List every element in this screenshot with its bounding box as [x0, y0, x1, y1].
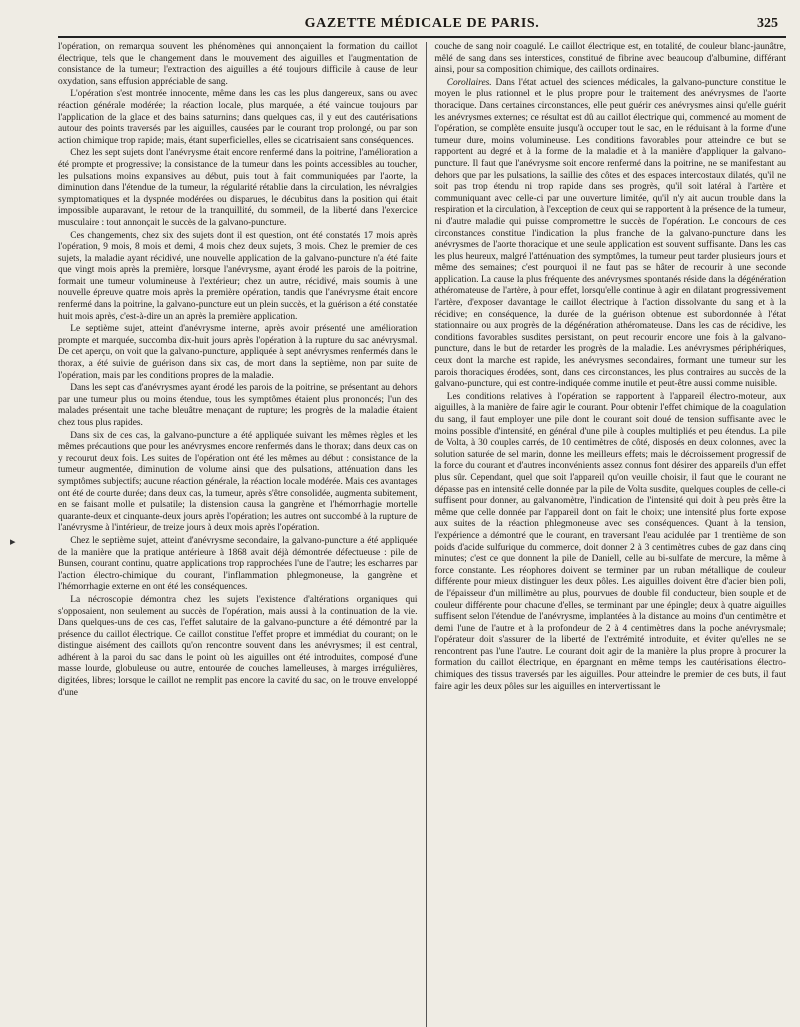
page-number: 325: [757, 16, 778, 31]
paragraph: Dans six de ces cas, la galvano-puncture a été appliquée suivant les mêmes règles et les mêmes précautions que pour les anévrysmes encore renfermés dans le thorax; dans deux cas on y recourut deux fois. Les suites de l'opération ont été les mêmes au début : consistance de la tumeur augmentée, diminution de volume ainsi que des pulsations, atténuation dans les symptômes subjectifs; aucune réaction générale, la réaction locale modérée. Mais ces avantages ont été de courte durée; dans deux cas, la tumeur, après s'être consolidée, augmenta subitement, en se faisant molle et pulsatile; la distension causa la gangrène et l'hémorrhagie mortelle quarante-deux et cinquante-deux jours après l'opération; les autres ont succombé à la rupture de l'anévrysme à l'intérieur, de treize jours à deux mois après l'opération.: [58, 430, 418, 534]
margin-mark: ▸: [10, 536, 16, 548]
paragraph: Les conditions relatives à l'opération se rapportent à l'appareil électro-moteur, aux aiguilles, à la manière de faire agir le courant. Pour obtenir l'effet chimique de la coagulation du sang, il faut employer une pile dont le courant soit doué de tension suffisante avec le moins possible d'intensité, en général d'une pile à couples multipliés et peu étendus. La pile de Volta, à 30 couples carrés, de 10 centimètres de côté, disposés en deux colonnes, avec la solution saturée de sel marin, donne les meilleurs effets; mais le décroissement progressif de la force du courant et d'autres inconvénients assez connus font désirer des appareils d'un effet plus sûr. Cependant, quel que soit l'appareil qu'on veuille choisir, il faut que le courant ne dépasse pas en intensité celle donnée par la pile de Volta susdite, quelques couples de celle-ci suffisent pour donner, au galvanomètre, l'indication de l'intensité qui doit à peu près être la même que celle donnée par l'appareil dont on fait le choix; une intensité plus forte expose aux suites de la réaction phlegmoneuse avec ses conséquences. Quant à la tension, l'expérience a démontré que le courant, en traversant l'eau acidulée par 1 trentième de son poids d'acide sulfurique du commerce, doit donner 2 à 3 centimètres cubes de gaz dans cinq minutes; c'est ce que donnent la pile de Daniell, celle au bi-sulfate de mercure, la même à force constante. Les réophores doivent se terminer par un ruban métallique de couleur différente pour mieux distinguer les deux pôles. Les aiguilles doivent être d'acier bien poli, de l'épaisseur d'un millimètre au plus, pourvues de double fil conducteur, bien souple et de couleur différente pour chacune d'elles, se terminant par une épingle; deux à quatre aiguilles suffisent selon l'étendue de l'anévrysme, implantées à la distance au moins d'un centimètre et demi l'une de l'autre et à la profondeur de 2 à 4 centimètres dans la poche anévrysmale; l'opérateur doit s'assurer de la liberté de l'extrémité introduite, et éviter qu'elles ne se rencontrent pas l'une l'autre. Le courant doit agir de la manière la plus propre à procurer la formation du caillot électrique, en épargnant en même temps les cautérisations électro-chimiques des tissus traversés par les aiguilles. Pour atteindre le premier de ces buts, il faut faire agir les deux pôles sur les aiguilles en intervertissant le: [434, 391, 786, 692]
right-column: [426, 42, 787, 1027]
paragraph: Ces changements, chez six des sujets dont il est question, ont été constatés 17 mois après l'opération, 9 mois, 8 mois et demi, 4 mois chez deux sujets, 3 mois. Chez le premier de ces sujets, la maladie ayant récidivé, une nouvelle application de la galvano-puncture n'a été faite que vingt mois après la première, lorsque l'anévrysme, ayant érodé les parois de la poitrine, formait une tumeur volumineuse à l'extérieur; chez un autre, récidivé, mais soumis à une nouvelle épreuve quatre mois après la première opération, tandis que l'anévrysme était encore renfermé dans la poitrine, la galvano-puncture eut un plein succès, et la guérison a été constatée huit mois après, c'est-à-dire un an après la première application.: [58, 230, 418, 322]
paragraph: Dans les sept cas d'anévrysmes ayant érodé les parois de la poitrine, se présentant au dehors par une tumeur plus ou moins étendue, tous les symptômes étaient plus prononcés; l'un des malades présentait une tache bleuâtre menaçant de rupture; les progrès de la maladie étaient chez tous plus rapides.: [58, 383, 418, 428]
article-columns: [58, 42, 786, 1027]
section-lead: Corollaires.: [446, 77, 492, 88]
paragraph: Le septième sujet, atteint d'anévrysme interne, après avoir présenté une amélioration prompte et marquée, succomba dix-huit jours après l'opération à la rupture du sac anévrysmal. De cet aperçu, on voit que la galvano-puncture, appliquée à sept anévrysmes renfermés dans le thorax, a été suivie de guérison dans six cas, de mort dans la septième, non par suite de l'opération, mais par les conditions propres de la maladie.: [58, 324, 418, 381]
paragraph: l'opération, on remarqua souvent les phénomènes qui annonçaient la formation du caillot électrique, tels que le changement dans le mouvement des aiguilles et l'augmentation de consistance de la tumeur; l'extraction des aiguilles a été toujours difficile à cause de leur oxydation, sans effusion appréciable de sang.: [58, 42, 418, 87]
paragraph: Chez les sept sujets dont l'anévrysme était encore renfermé dans la poitrine, l'amélioration a été prompte et progressive; la consistance de la tumeur dans les points accessibles au toucher, les pulsations moins expansives au début, puis tout à fait communiquées par l'aorte, la diminution dans l'étendue de la tumeur, la régularité rétablie dans la circulation, les névralgies symptomatiques et la dyspnée modérées ou disparues, le décubitus dans la position qui était impossible auparavant, le retour de la tranquillité, du sommeil, de la liberté dans l'exercice musculaire : tout annonçait le succès de la galvano-puncture.: [58, 148, 418, 228]
left-column: [58, 42, 418, 1027]
paragraph: couche de sang noir coagulé. Le caillot électrique est, en totalité, de couleur blanc-jaunâtre, mêlé de sang dans ses interstices, constitué de fibrine avec beaucoup d'albumine, différant ainsi, pour sa composition chimique, des caillots ordinaires.: [434, 42, 786, 76]
journal-title: GAZETTE MÉDICALE DE PARIS.: [304, 16, 540, 31]
paragraph: La nécroscopie démontra chez les sujets l'existence d'altérations organiques qui s'opposaient, non seulement au succès de l'opération, mais aussi à la continuation de la vie. Dans quelques-uns de ces cas, l'effet salutaire de la galvano-puncture a été démontré par la présence du caillot électrique. Ce caillot constitue l'effet propre et immédiat du courant; on le distingue aisément des caillots qu'on rencontre souvent dans les anévrysmes; il est central, adhérent à la paroi du sac dans le point où les aiguilles ont été introduites, composé d'une masse lourde, globuleuse ou autre, entourée de couches lamelleuses, à marges irrégulières, digitées, libres; lorsque le caillot ne remplit pas encore la cavité du sac, on le trouve enveloppé d'une: [58, 594, 418, 698]
paragraph-text: Dans l'état actuel des sciences médicales, la galvano-puncture constitue le moyen le plus rationnel et le plus propre pour le traitement des anévrysmes de l'aorte thoracique. Dans certaines circonstances, elle peut guérir ces anévrysmes ainsi qu'elle guérit les anévrysmes externes; ce résultat est dû au caillot électrique qui, commencé au moment de l'opération, se complète ensuite jusqu'à occuper tout le sac, en le réduisant à la forme d'une tumeur dure, moins volumineuse. Les conditions favorables pour atteindre ce but se rapportent au degré et à la forme de la maladie et à la manière d'appliquer la galvano-puncture. Il faut que l'anévrysme soit encore renfermé dans la poitrine, ne se manifestant au dehors que par les pulsations, la saillie des côtes et des espaces intercostaux dilatés, qu'il ne soit pas trop étendu ni trop rapide dans ses progrès, qu'il soit latéral à l'artère et communiquant avec celle-ci par une ouverture limitée, qu'il n'y ait aucun trouble dans la respiration et la circulation, à l'exception de ceux qui se rapportent à la présence de la tumeur, ni d'autre maladie qui puisse compromettre le succès de l'opération. Le concours de ces circonstances constitue l'indication la plus franche de la galvano-puncture dans les anévrysmes de l'aorte thoracique et une seule application est souvent suffisante. Dans les cas les plus heureux, malgré l'atténuation des symptômes, la tumeur peut tarder plusieurs jours et même des semaines; c'est pourquoi il ne faut pas se hâter de recourir à une seconde application. La cause la plus fréquente des anévrysmes spontanés réside dans la dégénération athéromateuse de l'artère, à pour effet, lorsqu'elle continue à agir en dilatant progressivement l'artère, d'exposer davantage le caillot électrique à l'action dissolvante du sang et à la récidive; en conséquence, la durée de la guérison obtenue est subordonnée à l'état stationnaire ou aux progrès de la dégénération athéromateuse. Dans les cas de récidive, les conditions favorables susdites persistant, on peut recourir encore une fois à la galvano-puncture, dans le but de retarder les progrès de la maladie. Les anévrysmes périphériques, ceux dont la marche est rapide, les anévrysmes secondaires, formant une tumeur sur les parois thoraciques érodées, sont, dans ces circonstances, les plus contraires au succès de la galvano-puncture, qui est contre-indiquée comme inutile et peut-être aussi comme nuisible.: [434, 77, 786, 390]
paragraph: L'opération s'est montrée innocente, même dans les cas les plus dangereux, sans ou avec réaction générale modérée; la réaction locale, plus marquée, a été vaincue toujours par l'application de la glace et des bains saturnins; dans quelques cas, il y eut des cautérisations autour des points traversés par les aiguilles, causées par le courant trop prolongé, ou par son action chimique trop rapide; mais, étant superficielles, elles se cicatrisaient sans conséquences.: [58, 89, 418, 146]
corollaries-paragraph: [435, 78, 787, 391]
page-header: [58, 14, 786, 38]
paragraph: Chez le septième sujet, atteint d'anévrysme secondaire, la galvano-puncture a été appliquée de la manière que la pratique antérieure à 1868 avait déjà démontrée défectueuse : pile de Bunsen, courant continu, quatre applications trop rapprochées l'une de l'autre; les escharres par l'action électro-chimique du courant, l'inflammation phlegmoneuse, la gangrène et l'hémorrhagie externe en ont été les conséquences.: [58, 535, 418, 593]
